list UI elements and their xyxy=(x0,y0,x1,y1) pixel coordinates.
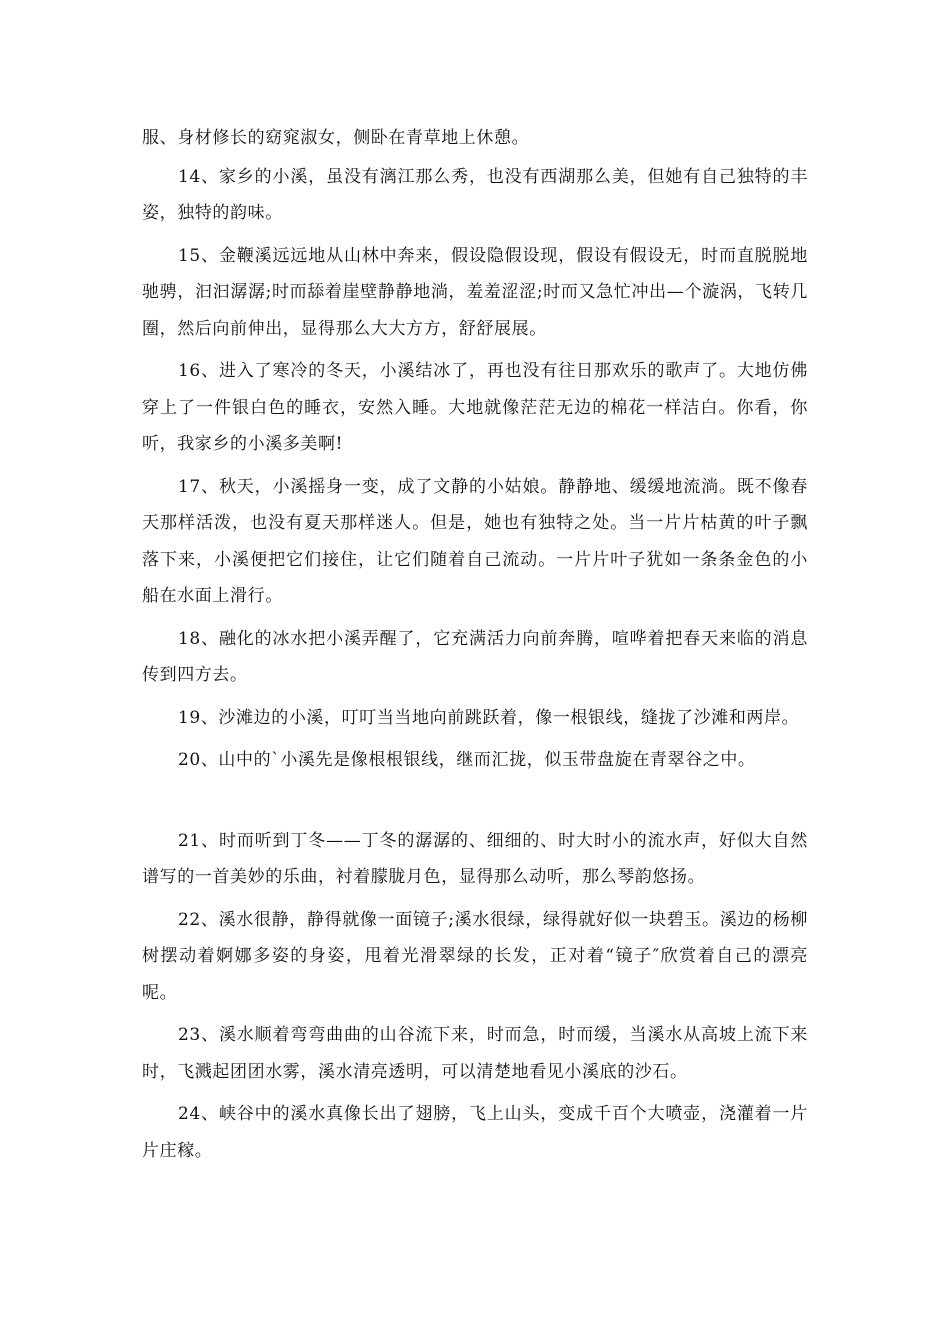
blank-line xyxy=(142,785,808,823)
paragraph-23: 23、溪水顺着弯弯曲曲的山谷流下来，时而急，时而缓，当溪水从高坡上流下来时，飞溅起团团水雾，溪水清亮透明，可以清楚地看见小溪底的沙石。 xyxy=(142,1025,808,1082)
paragraph-17: 17、秋天，小溪摇身一变，成了文静的小姑娘。静静地、缓缓地流淌。既不像春天那样活泼，也没有夏天那样迷人。但是，她也有独特之处。当一片片枯黄的叶子飘落下来，小溪便把它们接住，让它们随着自己流动。一片片叶子犹如一条条金色的小船在水面上滑行。 xyxy=(142,476,808,606)
paragraph-18: 18、融化的冰水把小溪弄醒了，它充满活力向前奔腾，喧哗着把春天来临的消息传到四方去。 xyxy=(142,628,808,685)
paragraph-continuation: 服、身材修长的窈窕淑女，侧卧在青草地上休憩。 xyxy=(142,128,530,148)
paragraph-15: 15、金鞭溪远远地从山林中奔来，假设隐假设现，假设有假设无，时而直脱脱地驰骋，汩汩潺潺;时而舔着崖壁静静地淌，羞羞涩涩;时而又急忙冲出—个漩涡，飞转几圈，然后向前伸出，显得那么大大方方，舒舒展展。 xyxy=(142,245,808,339)
paragraph-22: 22、溪水很静，静得就像一面镜子;溪水很绿，绿得就好似一块碧玉。溪边的杨柳树摆动着婀娜多姿的身姿，甩着光滑翠绿的长发，正对着“镜子″欣赏着自己的漂亮呢。 xyxy=(142,909,808,1003)
paragraph-19: 19、沙滩边的小溪，叮叮当当地向前跳跃着，像一根银线，缝拢了沙滩和两岸。 xyxy=(178,707,800,728)
paragraph-16: 16、进入了寒冷的冬天，小溪结冰了，再也没有往日那欢乐的歌声了。大地仿佛穿上了一件银白色的睡衣，安然入睡。大地就像茫茫无边的棉花一样洁白。你看，你听，我家乡的小溪多美啊! xyxy=(142,361,808,454)
paragraph-20: 20、山中的`小溪先是像根根银线，继而汇拢，似玉带盘旋在青翠谷之中。 xyxy=(178,750,756,770)
paragraph-14: 14、家乡的小溪，虽没有漓江那么秀，也没有西湖那么美，但她有自己独特的丰姿，独特的韵味。 xyxy=(142,166,808,223)
paragraph-24: 24、峡谷中的溪水真像长出了翅膀，飞上山头，变成千百个大喷壶，浇灌着一片片庄稼。 xyxy=(142,1104,808,1161)
paragraph-21: 21、时而听到丁冬——丁冬的潺潺的、细细的、时大时小的流水声，好似大自然谱写的一首美妙的乐曲，衬着朦胧月色，显得那么动听，那么琴韵悠扬。 xyxy=(142,830,808,887)
document-body xyxy=(142,120,808,1175)
